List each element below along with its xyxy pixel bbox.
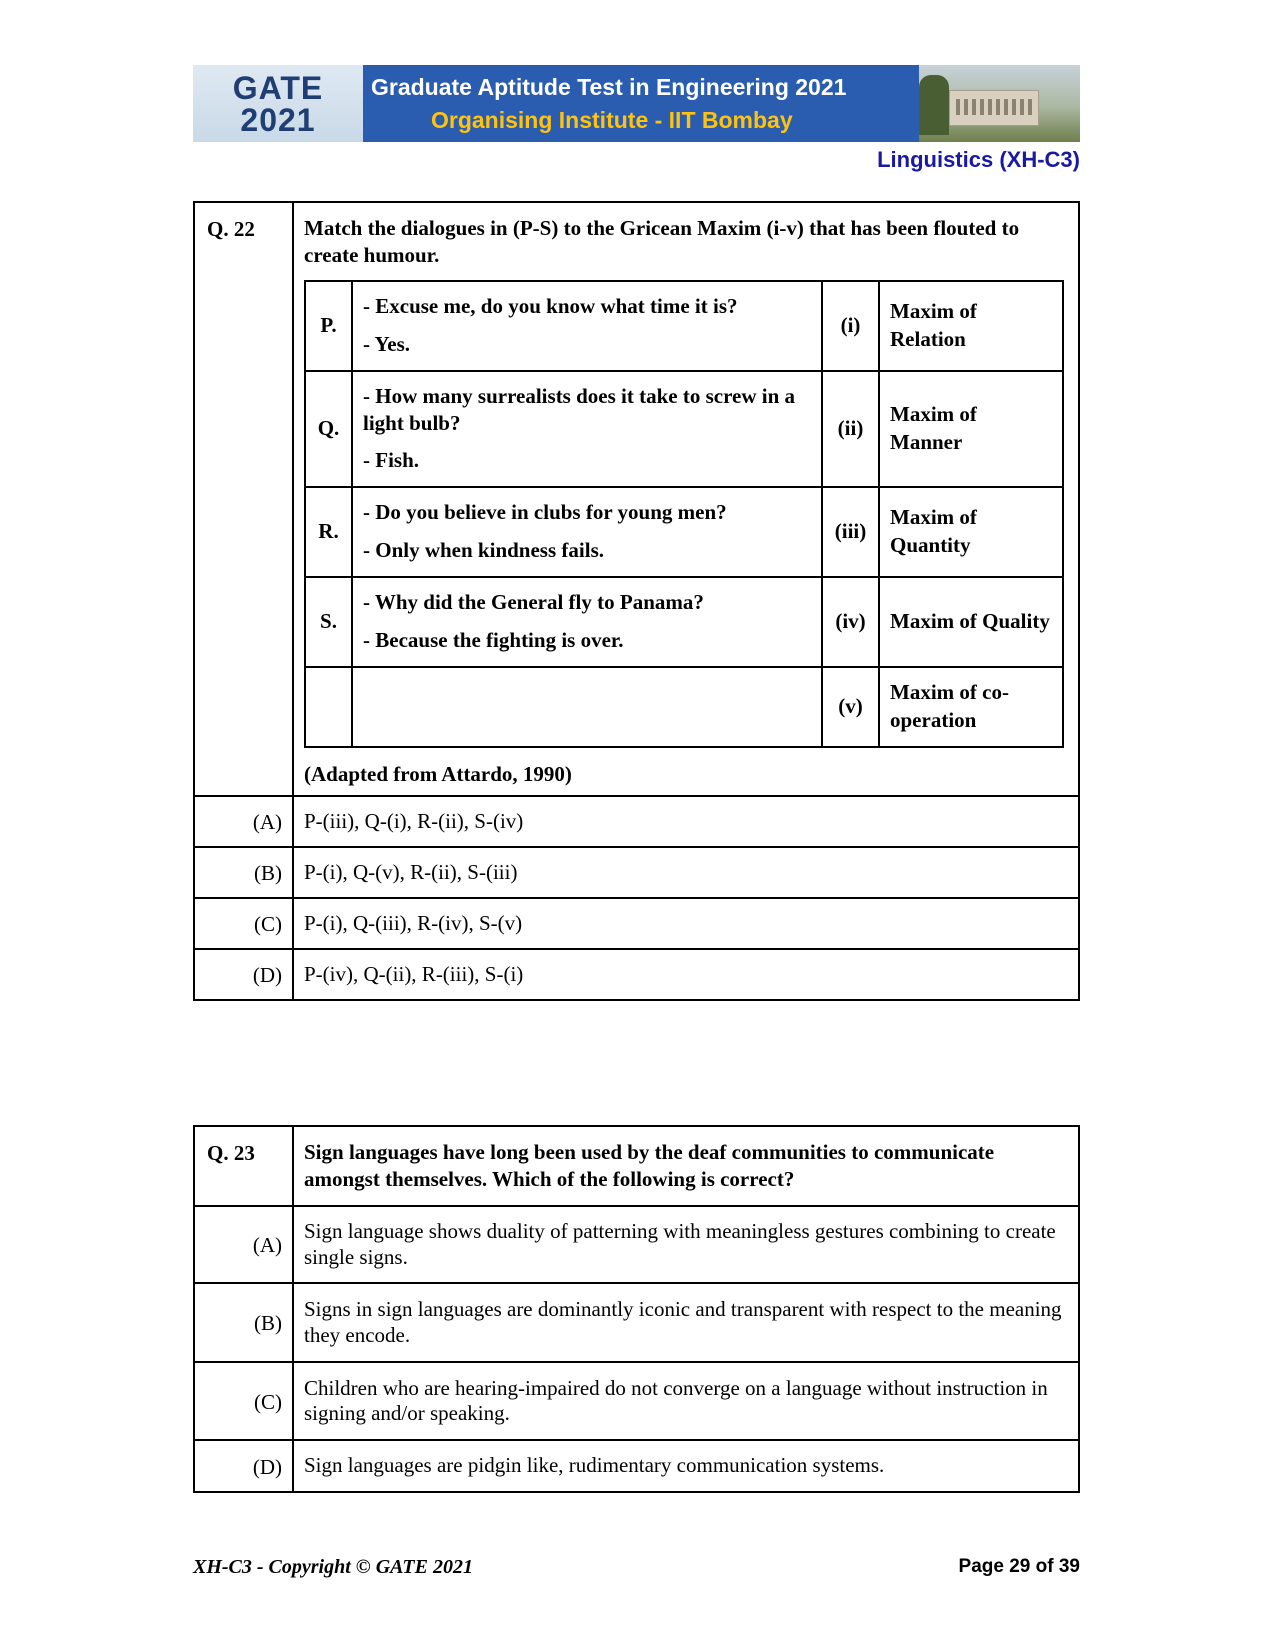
dialogue-line: - Excuse me, do you know what time it is?	[363, 294, 738, 319]
dialogue-line: - How many surrealists does it take to screw in a light bulb?	[363, 383, 796, 435]
question-body	[293, 202, 1079, 796]
option-label: (D)	[194, 949, 293, 1000]
maxim-number: (iv)	[822, 577, 879, 667]
question-stem: Match the dialogues in (P-S) to the Gricean Maxim (i-v) that has been flouted to create humour.	[304, 216, 1020, 268]
option-row[interactable]	[194, 1283, 1079, 1362]
option-row[interactable]	[194, 1440, 1079, 1492]
maxim-name: Maxim of Manner	[879, 371, 1063, 487]
header-banner	[193, 65, 1080, 142]
match-table	[304, 280, 1064, 748]
gate-logo	[193, 65, 363, 142]
option-label: (C)	[194, 1362, 293, 1440]
dialogue-text	[352, 371, 822, 487]
maxim-number: (iii)	[822, 487, 879, 577]
dialogue-line: - Why did the General fly to Panama?	[363, 590, 704, 615]
dialogue-label: S.	[305, 577, 352, 667]
logo-line1: GATE	[232, 69, 324, 106]
dialogue-line: - Because the fighting is over.	[363, 627, 624, 652]
maxim-number: (ii)	[822, 371, 879, 487]
match-row	[305, 371, 1063, 487]
option-row[interactable]	[194, 847, 1079, 898]
question-23	[193, 1125, 1080, 1493]
option-row[interactable]	[194, 1362, 1079, 1440]
dialogue-line: - Only when kindness fails.	[363, 537, 604, 562]
dialogue-line: - Fish.	[363, 448, 420, 473]
maxim-name: Maxim of Relation	[879, 281, 1063, 371]
option-text: P-(iv), Q-(ii), R-(iii), S-(i)	[293, 949, 1079, 1000]
subject-title: Linguistics (XH-C3)	[877, 147, 1080, 172]
option-label: (B)	[194, 847, 293, 898]
maxim-name: Maxim of Quantity	[879, 487, 1063, 577]
option-row[interactable]	[194, 796, 1079, 847]
dialogue-line: - Do you believe in clubs for young men?	[363, 500, 727, 525]
dialogue-line: - Yes.	[363, 331, 411, 356]
option-text: P-(i), Q-(v), R-(ii), S-(iii)	[293, 847, 1079, 898]
option-text: Sign language shows duality of patterning with meaningless gestures combining to create single signs.	[293, 1206, 1079, 1283]
match-row	[305, 281, 1063, 371]
option-label: (C)	[194, 898, 293, 949]
option-label: (B)	[194, 1283, 293, 1362]
maxim-number: (v)	[822, 667, 879, 747]
maxim-name: Maxim of co-operation	[879, 667, 1063, 747]
option-text: P-(i), Q-(iii), R-(iv), S-(v)	[293, 898, 1079, 949]
question-stem: Sign languages have long been used by the deaf communities to communicate amongst themselves. Which of the following is correct?	[304, 1140, 995, 1192]
option-text: Signs in sign languages are dominantly iconic and transparent with respect to the meaning they encode.	[293, 1283, 1079, 1362]
dialogue-text	[352, 667, 822, 747]
question-22	[193, 201, 1080, 1001]
dialogue-label: Q.	[305, 371, 352, 487]
dialogue-text	[352, 577, 822, 667]
page-number: Page 29 of 39	[958, 1556, 1080, 1577]
match-row	[305, 667, 1063, 747]
maxim-name: Maxim of Quality	[879, 577, 1063, 667]
logo-line2: 2021	[240, 101, 316, 138]
footer-copyright: XH-C3 - Copyright © GATE 2021	[193, 1556, 473, 1578]
question-number: Q. 22	[194, 202, 293, 796]
campus-photo	[919, 65, 1080, 142]
option-row[interactable]	[194, 898, 1079, 949]
maxim-number: (i)	[822, 281, 879, 371]
question-number: Q. 23	[194, 1126, 293, 1206]
option-text: Children who are hearing-impaired do not converge on a language without instruction in signing and/or speaking.	[293, 1362, 1079, 1440]
question-body	[293, 1126, 1079, 1206]
option-row[interactable]	[194, 949, 1079, 1000]
option-label: (A)	[194, 1206, 293, 1283]
option-label: (A)	[194, 796, 293, 847]
dialogue-label	[305, 667, 352, 747]
option-label: (D)	[194, 1440, 293, 1492]
option-text: P-(iii), Q-(i), R-(ii), S-(iv)	[293, 796, 1079, 847]
dialogue-label: P.	[305, 281, 352, 371]
match-row	[305, 487, 1063, 577]
option-text: Sign languages are pidgin like, rudimentary communication systems.	[293, 1440, 1079, 1492]
banner-title-line1: Graduate Aptitude Test in Engineering 2021	[371, 73, 847, 100]
match-row	[305, 577, 1063, 667]
banner-title-line2: Organising Institute - IIT Bombay	[431, 106, 793, 133]
dialogue-text	[352, 281, 822, 371]
banner-title	[363, 65, 919, 142]
dialogue-text	[352, 487, 822, 577]
source-note: (Adapted from Attardo, 1990)	[304, 761, 572, 786]
option-row[interactable]	[194, 1206, 1079, 1283]
dialogue-label: R.	[305, 487, 352, 577]
